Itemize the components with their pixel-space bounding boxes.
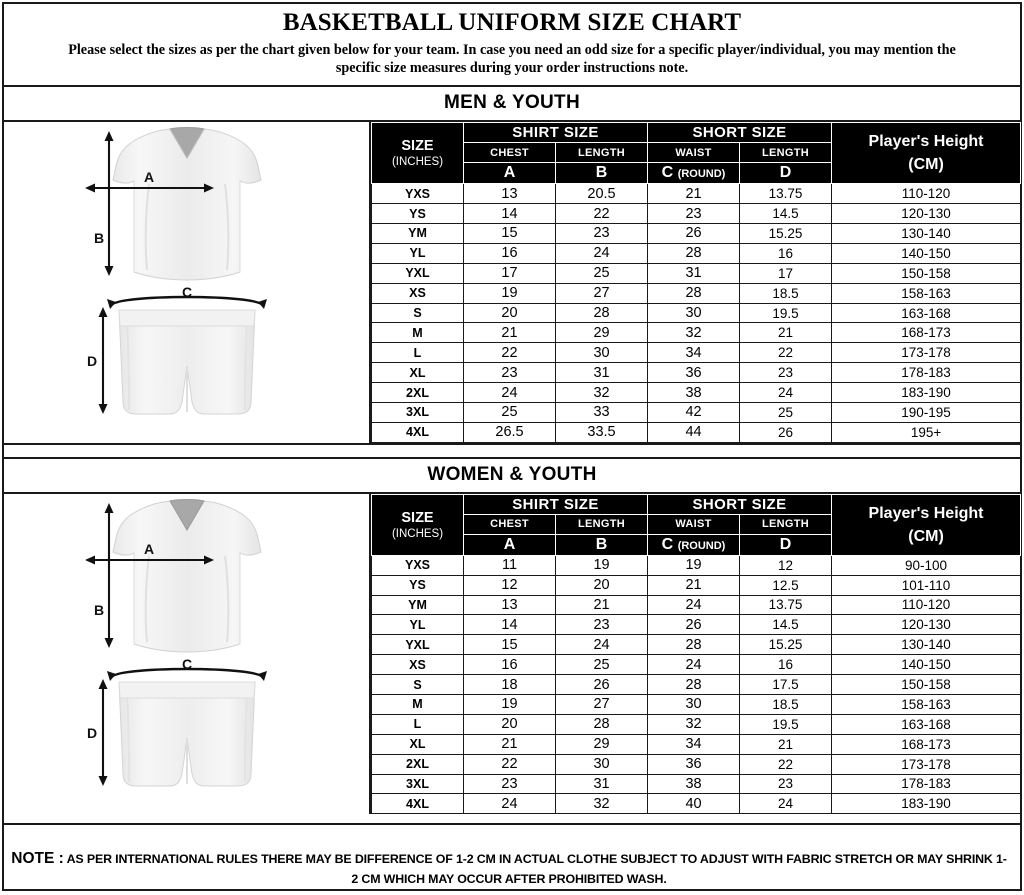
section-band-men: MEN & YOUTH [4,87,1020,122]
cell-chest: 25 [464,403,556,423]
footer-separator [4,814,1020,825]
cell-short-length: 17.5 [740,675,832,695]
cell-short-length: 12.5 [740,575,832,595]
cell-waist: 21 [648,575,740,595]
cell-shirt-length: 32 [556,383,648,403]
cell-shirt-length: 30 [556,343,648,363]
cell-size: YXS [372,555,464,575]
cell-height: 183-190 [832,794,1021,814]
cell-short-length: 21 [740,734,832,754]
cell-waist: 28 [648,283,740,303]
cell-height: 90-100 [832,555,1021,575]
table-row [372,555,1021,575]
col-header-waist: WAIST [648,143,740,163]
cell-height: 120-130 [832,204,1021,224]
col-header-height [832,494,1021,555]
cell-size: XL [372,363,464,383]
cell-shirt-length: 26 [556,675,648,695]
basketball-jersey-illustration [37,496,337,656]
size-table-men [371,122,1021,443]
cell-waist: 34 [648,734,740,754]
cell-waist: 24 [648,655,740,675]
cell-height: 168-173 [832,323,1021,343]
cell-chest: 23 [464,774,556,794]
col-header-height-main: Player's Height [868,133,984,151]
cell-short-length: 22 [740,343,832,363]
table-row [372,655,1021,675]
cell-size: S [372,675,464,695]
col-header-size-main: SIZE [401,509,434,526]
cell-height: 183-190 [832,383,1021,403]
table-row [372,263,1021,283]
section-spacer [4,443,1020,459]
marker-a-label: A [143,169,154,186]
col-group-short: SHORT SIZE [648,494,832,514]
garment-diagram-men [4,122,371,443]
col-header-size-unit: (INCHES) [391,527,444,540]
cell-short-length: 16 [740,243,832,263]
cell-chest: 17 [464,263,556,283]
col-header-shirt-length: LENGTH [556,143,648,163]
cell-chest: 20 [464,303,556,323]
cell-short-length: 13.75 [740,595,832,615]
cell-chest: 19 [464,283,556,303]
cell-size: YL [372,243,464,263]
cell-waist: 24 [648,595,740,615]
cell-waist: 42 [648,403,740,423]
cell-shirt-length: 23 [556,615,648,635]
cell-waist: 38 [648,383,740,403]
col-letter-c: C (ROUND) [648,534,740,555]
cell-chest: 12 [464,575,556,595]
cell-waist: 44 [648,422,740,442]
cell-shirt-length: 27 [556,283,648,303]
cell-short-length: 13.75 [740,184,832,204]
cell-height: 140-150 [832,655,1021,675]
cell-chest: 24 [464,383,556,403]
table-row [372,794,1021,814]
cell-chest: 22 [464,343,556,363]
cell-height: 101-110 [832,575,1021,595]
cell-shirt-length: 30 [556,754,648,774]
col-header-shirt-length: LENGTH [556,514,648,534]
cell-chest: 15 [464,224,556,244]
table-row [372,243,1021,263]
title-block [4,4,1020,87]
cell-shirt-length: 29 [556,323,648,343]
cell-size: L [372,343,464,363]
col-header-size-main: SIZE [401,137,434,154]
cell-short-length: 17 [740,263,832,283]
table-row [372,184,1021,204]
table-row [372,224,1021,244]
cell-height: 140-150 [832,243,1021,263]
size-table-men-wrapper [371,122,1021,443]
cell-short-length: 15.25 [740,635,832,655]
cell-height: 190-195 [832,403,1021,423]
cell-short-length: 12 [740,555,832,575]
cell-size: 2XL [372,383,464,403]
cell-chest: 20 [464,714,556,734]
cell-short-length: 18.5 [740,283,832,303]
cell-height: 120-130 [832,615,1021,635]
marker-d-label: D [86,353,97,370]
cell-short-length: 21 [740,323,832,343]
cell-size: S [372,303,464,323]
cell-waist: 32 [648,714,740,734]
cell-shirt-length: 23 [556,224,648,244]
cell-short-length: 14.5 [740,615,832,635]
cell-short-length: 24 [740,794,832,814]
cell-waist: 34 [648,343,740,363]
cell-chest: 16 [464,655,556,675]
cell-size: YL [372,615,464,635]
cell-waist: 23 [648,204,740,224]
cell-waist: 40 [648,794,740,814]
col-header-size [372,494,464,555]
cell-chest: 14 [464,204,556,224]
cell-height: 195+ [832,422,1021,442]
table-row [372,383,1021,403]
cell-size: YXL [372,635,464,655]
cell-short-length: 16 [740,655,832,675]
cell-height: 130-140 [832,635,1021,655]
cell-chest: 18 [464,675,556,695]
cell-shirt-length: 27 [556,694,648,714]
cell-height: 110-120 [832,595,1021,615]
cell-height: 150-158 [832,675,1021,695]
cell-chest: 16 [464,243,556,263]
cell-shirt-length: 33.5 [556,422,648,442]
cell-waist: 36 [648,363,740,383]
cell-size: YM [372,595,464,615]
cell-waist: 28 [648,243,740,263]
cell-waist: 26 [648,224,740,244]
cell-height: 178-183 [832,363,1021,383]
footer-note-text [10,847,1008,889]
cell-size: 4XL [372,794,464,814]
marker-b-label: B [93,230,104,247]
table-head-men [372,123,1021,184]
col-header-height [832,123,1021,184]
cell-height: 158-163 [832,694,1021,714]
cell-size: 3XL [372,403,464,423]
col-header-height-unit: (CM) [908,156,944,174]
cell-height: 163-168 [832,714,1021,734]
cell-chest: 13 [464,595,556,615]
size-table-women [371,494,1021,815]
cell-size: YXL [372,263,464,283]
cell-height: 168-173 [832,734,1021,754]
cell-waist: 31 [648,263,740,283]
table-row [372,323,1021,343]
cell-size: YXS [372,184,464,204]
cell-short-length: 23 [740,363,832,383]
cell-shirt-length: 24 [556,635,648,655]
cell-size: YM [372,224,464,244]
cell-shirt-length: 21 [556,595,648,615]
section-men [4,122,1020,443]
cell-size: XL [372,734,464,754]
cell-short-length: 23 [740,774,832,794]
table-row [372,575,1021,595]
cell-shirt-length: 28 [556,303,648,323]
cell-height: 158-163 [832,283,1021,303]
col-header-height-unit: (CM) [908,527,944,545]
cell-height: 173-178 [832,754,1021,774]
table-row [372,363,1021,383]
section-women [4,494,1020,815]
basketball-shorts-illustration [37,656,337,804]
table-row [372,403,1021,423]
cell-chest: 14 [464,615,556,635]
marker-c-label: C [181,284,192,301]
table-row [372,774,1021,794]
cell-height: 173-178 [832,343,1021,363]
col-letter-d: D [740,534,832,555]
cell-chest: 22 [464,754,556,774]
cell-size: L [372,714,464,734]
cell-chest: 21 [464,323,556,343]
col-letter-d: D [740,163,832,184]
col-header-height-main: Player's Height [868,504,984,522]
cell-short-length: 19.5 [740,303,832,323]
cell-short-length: 22 [740,754,832,774]
section-band-women: WOMEN & YOUTH [4,459,1020,494]
col-header-size-unit: (INCHES) [391,156,444,169]
footer-note-body: AS PER INTERNATIONAL RULES THERE MAY BE DIFFERENCE OF 1-2 CM IN ACTUAL CLOTHE SUBJECT TO ADJUST WITH FABRIC STRETCH OR MAY SHRINK 1-2 CM WHICH MAY OCCUR AFTER PROHIBITED WASH. [63,852,1007,887]
col-letter-b: B [556,163,648,184]
cell-height: 130-140 [832,224,1021,244]
cell-short-length: 19.5 [740,714,832,734]
table-row [372,754,1021,774]
cell-shirt-length: 19 [556,555,648,575]
col-header-short-length: LENGTH [740,514,832,534]
cell-shirt-length: 33 [556,403,648,423]
cell-waist: 19 [648,555,740,575]
cell-size: XS [372,283,464,303]
table-row [372,204,1021,224]
table-body-men [372,184,1021,443]
table-row [372,303,1021,323]
cell-size: 3XL [372,774,464,794]
page-subtitle: Please select the sizes as per the chart given below for your team. In case you need an odd size for a specific player/individual, you may mention the specific size measures during your order instructions note. [68,41,956,77]
cell-height: 110-120 [832,184,1021,204]
marker-c-label: C [181,655,192,672]
cell-waist: 38 [648,774,740,794]
page-title: BASKETBALL UNIFORM SIZE CHART [282,9,742,36]
cell-size: YS [372,204,464,224]
size-chart-sheet [2,2,1022,891]
col-header-size [372,123,464,184]
cell-shirt-length: 29 [556,734,648,754]
cell-waist: 36 [648,754,740,774]
cell-height: 150-158 [832,263,1021,283]
cell-height: 163-168 [832,303,1021,323]
cell-shirt-length: 31 [556,774,648,794]
table-row [372,714,1021,734]
cell-shirt-length: 20.5 [556,184,648,204]
cell-waist: 28 [648,635,740,655]
col-header-short-length: LENGTH [740,143,832,163]
col-letter-b: B [556,534,648,555]
cell-short-length: 18.5 [740,694,832,714]
garment-diagram-women [4,494,371,815]
cell-shirt-length: 22 [556,204,648,224]
cell-shirt-length: 24 [556,243,648,263]
cell-shirt-length: 28 [556,714,648,734]
cell-short-length: 26 [740,422,832,442]
cell-shirt-length: 25 [556,263,648,283]
cell-short-length: 15.25 [740,224,832,244]
col-header-chest: CHEST [464,143,556,163]
cell-chest: 15 [464,635,556,655]
col-header-chest: CHEST [464,514,556,534]
cell-short-length: 25 [740,403,832,423]
cell-size: YS [372,575,464,595]
size-table-women-wrapper [371,494,1021,815]
cell-shirt-length: 20 [556,575,648,595]
table-head-women [372,494,1021,555]
cell-chest: 24 [464,794,556,814]
cell-shirt-length: 31 [556,363,648,383]
cell-waist: 28 [648,675,740,695]
footer-note-lead: NOTE : [11,850,64,868]
table-row [372,675,1021,695]
basketball-jersey-illustration [37,124,337,284]
footer-note [4,825,1020,889]
cell-chest: 13 [464,184,556,204]
cell-chest: 11 [464,555,556,575]
marker-b-label: B [93,601,104,618]
cell-chest: 19 [464,694,556,714]
cell-size: 2XL [372,754,464,774]
col-letter-a: A [464,534,556,555]
cell-chest: 23 [464,363,556,383]
cell-waist: 21 [648,184,740,204]
table-row [372,422,1021,442]
table-row [372,283,1021,303]
table-row [372,734,1021,754]
cell-shirt-length: 25 [556,655,648,675]
cell-waist: 30 [648,694,740,714]
marker-a-label: A [143,540,154,557]
table-body-women [372,555,1021,814]
col-letter-a: A [464,163,556,184]
cell-short-length: 24 [740,383,832,403]
marker-d-label: D [86,724,97,741]
cell-waist: 32 [648,323,740,343]
cell-short-length: 14.5 [740,204,832,224]
cell-height: 178-183 [832,774,1021,794]
table-row [372,694,1021,714]
col-header-waist: WAIST [648,514,740,534]
cell-shirt-length: 32 [556,794,648,814]
cell-size: XS [372,655,464,675]
cell-size: 4XL [372,422,464,442]
col-group-shirt: SHIRT SIZE [464,494,648,514]
table-row [372,635,1021,655]
cell-waist: 30 [648,303,740,323]
cell-chest: 21 [464,734,556,754]
col-group-shirt: SHIRT SIZE [464,123,648,143]
col-group-short: SHORT SIZE [648,123,832,143]
table-row [372,595,1021,615]
table-row [372,615,1021,635]
cell-chest: 26.5 [464,422,556,442]
table-row [372,343,1021,363]
cell-size: M [372,694,464,714]
col-letter-c: C (ROUND) [648,163,740,184]
cell-waist: 26 [648,615,740,635]
basketball-shorts-illustration [37,284,337,432]
cell-size: M [372,323,464,343]
